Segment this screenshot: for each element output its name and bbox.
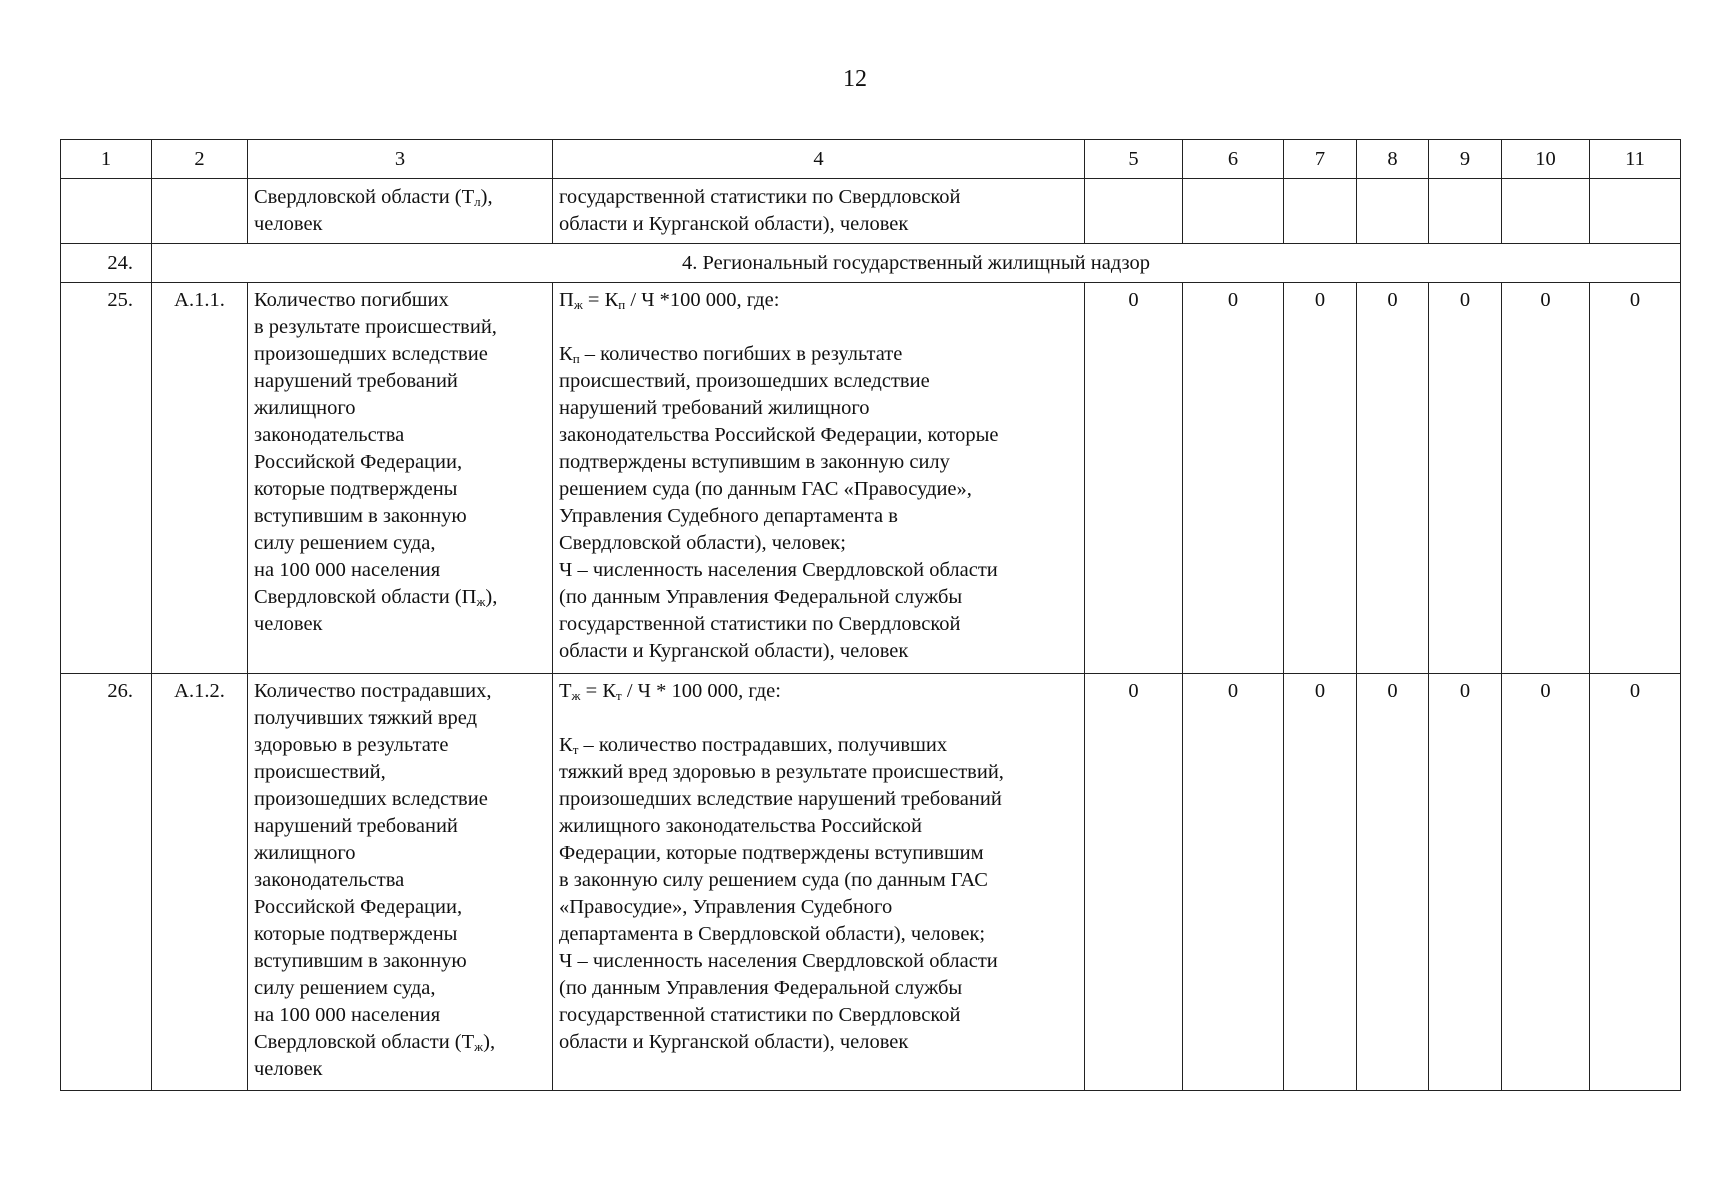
subscript: л (474, 194, 481, 209)
header-cell: 5 (1085, 140, 1183, 179)
formula-rhs: / Ч * 100 000, где: (621, 680, 781, 702)
header-cell: 3 (248, 140, 553, 179)
indicator-code: А.1.2. (152, 674, 248, 1091)
subscript: ж (571, 688, 581, 703)
subscript: т (616, 688, 622, 703)
formula-cell (553, 283, 1085, 674)
formula-eq: = К (582, 289, 619, 311)
section-row (61, 244, 1681, 283)
indicator-code: А.1.1. (152, 283, 248, 674)
value-cell: 0 (1183, 283, 1284, 674)
formula-lhs: Т (559, 680, 572, 702)
formula-cell: государственной статистики по Свердловской области и Курганской области), человек (553, 179, 1085, 244)
indicator-name-text: ), человек (254, 186, 493, 235)
formula-rhs: / Ч *100 000, где: (625, 289, 780, 311)
table-row (61, 674, 1681, 1091)
row-number: 24. (61, 244, 152, 283)
formula-eq: = К (580, 680, 617, 702)
column-number-header-row (61, 140, 1681, 179)
value-cell: 0 (1284, 283, 1357, 674)
indicators-table (60, 139, 1681, 1091)
formula-lhs: П (559, 289, 574, 311)
table-cell (1590, 179, 1681, 244)
subscript: п (618, 297, 626, 312)
indicator-name-cell (248, 674, 553, 1091)
variable-description: – количество погибших в результате происшествий, произошедших вследствие нарушений требований жилищного законодательства Российской Федерации, которые подтверждены вступившим в законную силу решением суда (по данным ГАС «Правосудие», Управления Судебного департамента в Свердловской области), человек; (559, 343, 999, 554)
value-cell: 0 (1429, 674, 1502, 1091)
table-cell (1284, 179, 1357, 244)
header-cell: 10 (1502, 140, 1590, 179)
subscript: ж (474, 1039, 484, 1054)
value-cell: 0 (1590, 283, 1681, 674)
header-cell: 1 (61, 140, 152, 179)
table-cell (61, 179, 152, 244)
indicator-name-cell (248, 179, 553, 244)
header-cell: 6 (1183, 140, 1284, 179)
header-cell: 9 (1429, 140, 1502, 179)
header-cell: 4 (553, 140, 1085, 179)
subscript: ж (476, 594, 486, 609)
variable-letter: К (559, 343, 573, 365)
header-cell: 11 (1590, 140, 1681, 179)
value-cell: 0 (1183, 674, 1284, 1091)
section-title: 4. Региональный государственный жилищный надзор (152, 244, 1681, 283)
variable-description: Ч – численность населения Свердловской области (по данным Управления Федеральной службы государственной статистики по Свердловской области и Курганской области), человек (559, 950, 998, 1053)
header-cell: 8 (1357, 140, 1429, 179)
table-cell (1085, 179, 1183, 244)
table-cell (1183, 179, 1284, 244)
table-cell (152, 179, 248, 244)
header-cell: 7 (1284, 140, 1357, 179)
value-cell: 0 (1284, 674, 1357, 1091)
indicator-name-text: Свердловской области (Т (254, 186, 475, 208)
value-cell: 0 (1357, 674, 1429, 1091)
value-cell: 0 (1590, 674, 1681, 1091)
value-cell: 0 (1502, 674, 1590, 1091)
formula-cell (553, 674, 1085, 1091)
value-cell: 0 (1357, 283, 1429, 674)
table-row (61, 283, 1681, 674)
subscript: ж (573, 297, 583, 312)
variable-description: Ч – численность населения Свердловской области (по данным Управления Федеральной службы государственной статистики по Свердловской области и Курганской области), человек (559, 559, 998, 662)
indicator-name-text: Количество пострадавших, получивших тяжкий вред здоровью в результате происшествий, произошедших вследствие нарушений требований жилищного законодательства Российской Федерации, которые подтверждены вступившим в законную силу решением суда, на 100 000 населения Свердловской области (Т (254, 680, 492, 1053)
row-number: 25. (61, 283, 152, 674)
value-cell: 0 (1085, 674, 1183, 1091)
page-number: 12 (843, 66, 867, 92)
indicator-name-text: ), человек (254, 586, 498, 635)
table-cell (1429, 179, 1502, 244)
table-cell (1357, 179, 1429, 244)
row-number: 26. (61, 674, 152, 1091)
subscript: т (572, 742, 579, 757)
variable-letter: К (559, 734, 573, 756)
value-cell: 0 (1085, 283, 1183, 674)
indicator-name-text: ), человек (254, 1031, 496, 1080)
subscript: п (572, 351, 580, 366)
indicator-name-text: Количество погибших в результате происшествий, произошедших вследствие нарушений требований жилищного законодательства Российской Федерации, которые подтверждены вступившим в законную силу решением суда, на 100 000 населения Свердловской области (П (254, 289, 497, 608)
indicator-name-cell (248, 283, 553, 674)
header-cell: 2 (152, 140, 248, 179)
table-cell (1502, 179, 1590, 244)
value-cell: 0 (1429, 283, 1502, 674)
continuation-row (61, 179, 1681, 244)
variable-description: – количество пострадавших, получивших тяжкий вред здоровью в результате происшествий, произошедших вследствие нарушений требований жилищного законодательства Российской Федерации, которые подтверждены вступившим в законную силу решением суда (по данным ГАС «Правосудие», Управления Судебного департамента в Свердловской области), человек; (559, 734, 1004, 945)
value-cell: 0 (1502, 283, 1590, 674)
